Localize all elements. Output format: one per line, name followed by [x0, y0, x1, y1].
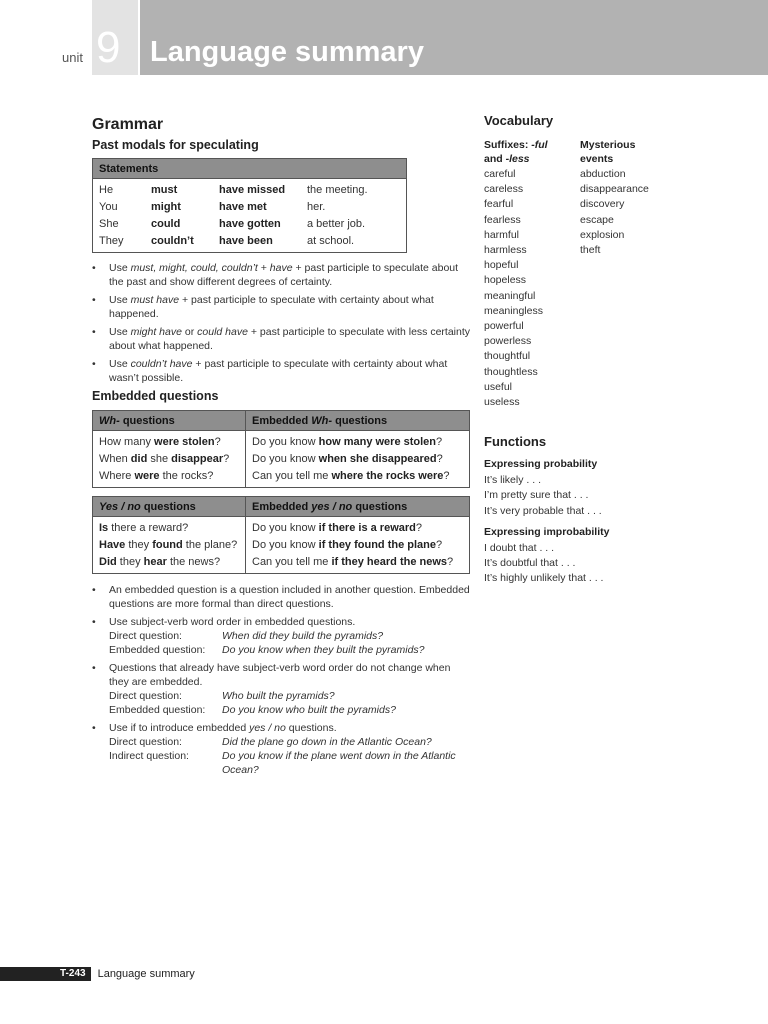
list-item: escape	[580, 213, 614, 226]
table-cell: Have they found the plane?	[93, 537, 246, 554]
list-item: It’s likely . . .	[484, 474, 541, 487]
list-item: • Use must have + past participle to speculate with certainty about what happened.	[92, 293, 472, 321]
table-cell: Do you know if they found the plane?	[252, 539, 443, 551]
list-item: careless	[484, 183, 524, 196]
list-item: discovery	[580, 198, 625, 211]
list-item: harmless	[484, 244, 527, 257]
list-item: I’m pretty sure that . . .	[484, 489, 589, 502]
past-modals-notes	[92, 261, 472, 385]
list-item: • Use must, might, could, couldn’t + have + past participle to speculate about the past and show different degrees of certainty.	[92, 261, 472, 289]
list-item: abduction	[580, 168, 626, 180]
table-cell: How many were stolen?	[93, 431, 246, 452]
vocabulary-section	[484, 113, 754, 586]
list-item: careful	[484, 168, 516, 180]
list-item: disappearance	[580, 183, 649, 196]
unit-label: unit	[62, 50, 83, 65]
table-cell: Do you know how many were stolen?	[252, 436, 443, 448]
list-item: useless	[484, 396, 520, 409]
page-title: Language summary	[150, 36, 424, 68]
mysterious-events-heading: Mysterious events	[580, 139, 636, 165]
table-cell: the meeting.	[307, 184, 368, 196]
list-item: It’s highly unlikely that . . .	[484, 572, 604, 585]
list-item: I doubt that . . .	[484, 541, 555, 554]
table-cell: have met	[219, 201, 267, 213]
table-cell: Can you tell me where the rocks were?	[252, 470, 450, 482]
table-cell: Can you tell me if they heard the news?	[252, 556, 454, 568]
wh-col-header: Wh- questions	[93, 411, 246, 431]
suffixes-column	[484, 138, 580, 410]
table-cell: Did they hear the news?	[93, 554, 246, 574]
unit-number: 9	[96, 23, 121, 72]
table-row	[93, 537, 470, 554]
footer-label: Language summary	[97, 968, 195, 980]
table-cell: have missed	[219, 184, 286, 196]
table-cell: must	[151, 184, 178, 196]
embedded-yes-no-col-header: Embedded yes / no questions	[246, 497, 470, 517]
table-row	[93, 451, 470, 468]
list-item: hopeless	[484, 274, 527, 287]
table-cell: her.	[307, 201, 326, 213]
embedded-questions-heading: Embedded questions	[92, 389, 219, 403]
table-row	[93, 199, 407, 216]
list-item: hopeful	[484, 259, 519, 272]
list-item: fearless	[484, 213, 521, 226]
table-cell: have been	[219, 235, 273, 247]
list-item: harmful	[484, 228, 520, 241]
table-cell: Where were the rocks?	[93, 468, 246, 488]
footer-bar	[0, 967, 60, 981]
table-cell: Do you know if there is a reward?	[252, 522, 422, 534]
list-item: fearful	[484, 198, 514, 211]
table-row	[93, 517, 470, 538]
table-row	[93, 468, 470, 488]
table-cell: You	[99, 201, 118, 213]
table-row	[93, 554, 470, 574]
table-cell: could	[151, 218, 181, 230]
table-cell: When did she disappear?	[93, 451, 246, 468]
table-cell: They	[99, 235, 124, 247]
list-item: • Use subject-verb word order in embedded questions. Direct question: When did they build the pyramids? Embedded question: Do you know when they built the pyramids?	[92, 615, 472, 657]
list-item: useful	[484, 380, 513, 393]
list-item: powerless	[484, 335, 532, 348]
table-cell: Is there a reward?	[93, 517, 246, 538]
functions-section	[484, 434, 754, 586]
mysterious-events-column	[580, 138, 700, 410]
statements-table	[92, 158, 407, 253]
vocabulary-heading: Vocabulary	[484, 113, 554, 128]
yes-no-questions-table	[92, 496, 470, 574]
embedded-questions-notes	[92, 583, 472, 777]
table-cell: Do you know when she disappeared?	[252, 453, 443, 465]
table-cell: at school.	[307, 235, 355, 247]
list-item: It’s very probable that . . .	[484, 504, 602, 517]
table-cell: She	[99, 218, 119, 230]
wh-questions-table	[92, 410, 470, 488]
table-cell: might	[151, 201, 181, 213]
table-row	[93, 179, 407, 200]
table-cell: a better job.	[307, 218, 366, 230]
list-item: meaningless	[484, 304, 543, 317]
list-item: • Use couldn’t have + past participle to speculate with certainty about what wasn’t possible.	[92, 357, 472, 385]
list-item: theft	[580, 244, 601, 257]
table-cell: He	[99, 184, 114, 196]
list-item: It’s doubtful that . . .	[484, 557, 576, 570]
table-row	[93, 216, 407, 233]
list-item: • Use might have or could have + past participle to speculate with less certainty about what happened.	[92, 325, 472, 353]
yes-no-col-header: Yes / no questions	[93, 497, 246, 517]
improbability-heading: Expressing improbability	[484, 525, 610, 538]
list-item: • An embedded question is a question included in another question. Embedded questions are more formal than direct questions.	[92, 583, 472, 611]
grammar-heading: Grammar	[92, 116, 164, 133]
statements-header: Statements	[93, 159, 407, 179]
page-number: T-243	[60, 967, 91, 981]
list-item: thoughtless	[484, 365, 538, 378]
list-item: • Use if to introduce embedded yes / no questions. Direct question: Did the plane go down in the Atlantic Ocean? Indirect question: Do you know if the plane went down in the Atlantic Ocean?	[92, 721, 472, 777]
table-row	[93, 431, 470, 452]
embedded-wh-col-header: Embedded Wh- questions	[246, 411, 470, 431]
table-row	[93, 233, 407, 253]
past-modals-heading: Past modals for speculating	[92, 138, 259, 152]
table-cell: have gotten	[219, 218, 281, 230]
list-item: meaningful	[484, 289, 536, 302]
list-item: • Questions that already have subject-verb word order do not change when they are embedded. Direct question: Who built the pyramids? Embedded question: Do you know who built the pyramids?	[92, 661, 472, 717]
list-item: powerful	[484, 320, 524, 333]
probability-heading: Expressing probability	[484, 458, 598, 471]
functions-heading: Functions	[484, 434, 547, 450]
table-cell: couldn’t	[151, 235, 194, 247]
grammar-section	[92, 116, 472, 781]
list-item: explosion	[580, 228, 625, 241]
list-item: thoughtful	[484, 350, 531, 363]
footer	[0, 967, 195, 981]
suffixes-heading: Suffixes: -ful and -less	[484, 139, 548, 165]
